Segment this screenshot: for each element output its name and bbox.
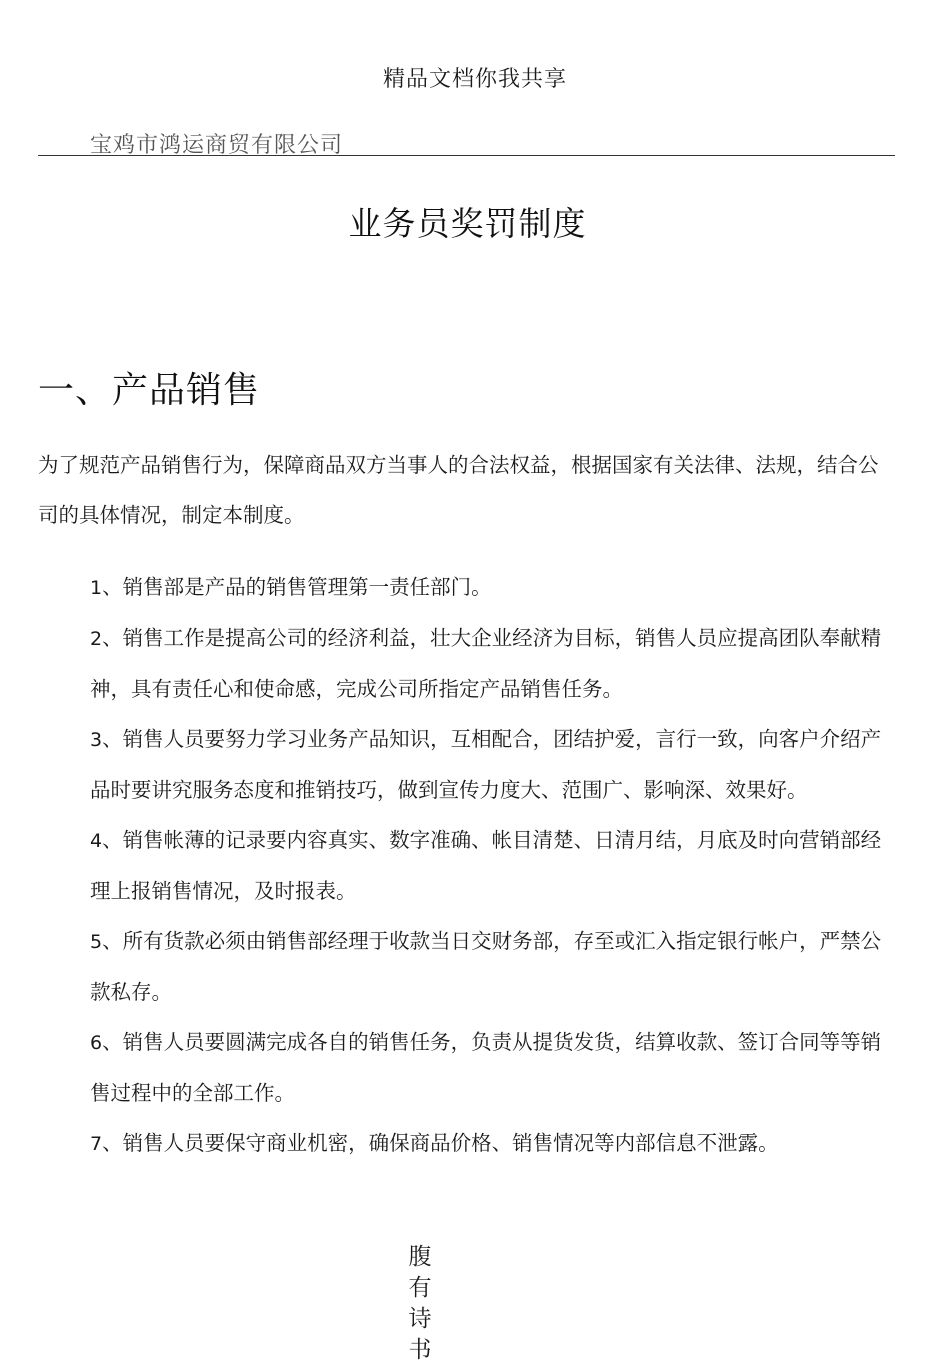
vertical-char: 书 [408,1337,432,1363]
intro-paragraph: 为了规范产品销售行为，保障商品双方当事人的合法权益，根据国家有关法律、法规，结合公司的具体情况，制定本制度。 [38,453,879,527]
vertical-char: 腹 [408,1244,432,1270]
list-item-text: 、销售部是产品的销售管理第一责任部门。 [102,575,492,599]
vertical-footer-text [405,1242,435,1366]
list-item-number: 5 [90,931,103,953]
list-item-number: 4 [90,830,103,852]
vertical-char: 有 [408,1275,432,1301]
list-item [90,1118,898,1169]
document-title: 业务员奖罚制度 [348,204,587,243]
list-item-number: 1 [90,577,103,599]
list-item-text: 、销售人员要圆满完成各自的销售任务，负责从提货发货，结算收款、签订合同等等销售过程中的全部工作。 [90,1030,882,1105]
list-item [90,613,898,714]
list-item-number: 2 [90,628,103,650]
list-item-number: 6 [90,1032,103,1054]
list-item [90,815,898,916]
list-item [90,1017,898,1118]
list-item-text: 、所有货款必须由销售部经理于收款当日交财务部，存至或汇入指定银行帐户，严禁公款私存。 [90,929,882,1004]
list-item-text: 、销售人员要努力学习业务产品知识，互相配合，团结护爱，言行一致，向客户介绍产品时要讲究服务态度和推销技巧，做到宣传力度大、范围广、影响深、效果好。 [90,727,882,802]
vertical-char: 诗 [408,1306,432,1332]
list-item [90,562,898,613]
list-item-text: 、销售工作是提高公司的经济利益，壮大企业经济为目标，销售人员应提高团队奉献精神，具有责任心和使命感，完成公司所指定产品销售任务。 [90,626,882,701]
section-heading: 一、产品销售 [38,370,261,411]
list-item [90,714,898,815]
list-item-number: 3 [90,729,103,751]
list-item-text: 、销售人员要保守商业机密，确保商品价格、销售情况等内部信息不泄露。 [102,1131,779,1155]
header-divider [38,155,895,156]
list-item-number: 7 [90,1133,103,1155]
company-name: 宝鸡市鸿运商贸有限公司 [90,133,344,158]
list-item [90,916,898,1017]
page-header-banner: 精品文档你我共享 [382,67,567,92]
list-item-text: 、销售帐薄的记录要内容真实、数字准确、帐目清楚、日清月结，月底及时向营销部经理上报销售情况，及时报表。 [90,828,882,903]
rules-list [90,562,898,1169]
